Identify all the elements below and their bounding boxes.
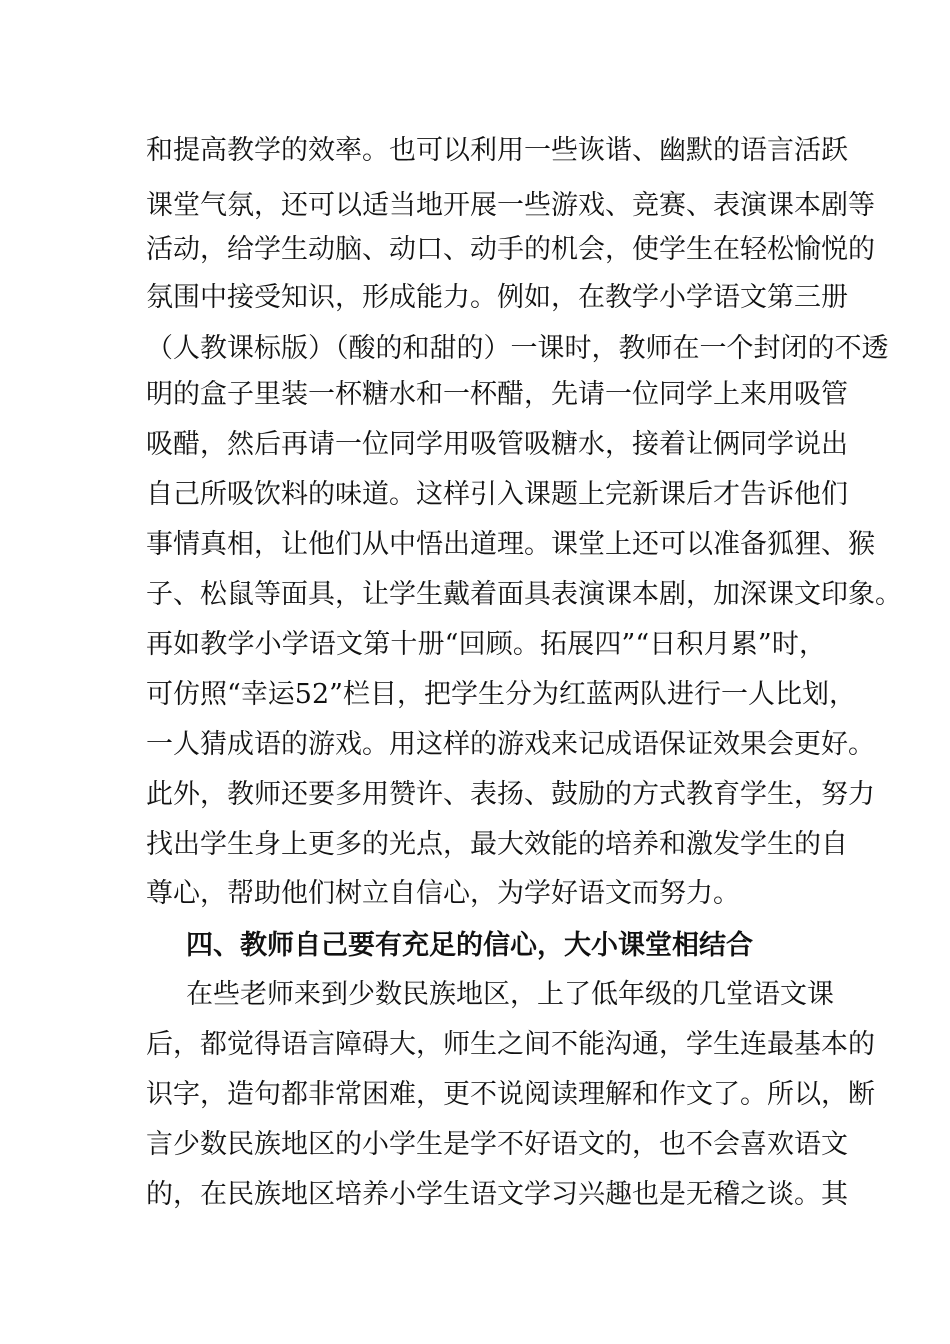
paragraph-line: 吸醋，然后再请一位同学用吸管吸糖水，接着让俩同学说出 (146, 429, 848, 460)
paragraph-line: 自己所吸饮料的味道。这样引入课题上完新课后才告诉他们 (146, 479, 848, 510)
paragraph-line: 活动，给学生动脑、动口、动手的机会，使学生在轻松愉悦的 (146, 234, 875, 265)
paragraph-line: 明的盒子里装一杯糖水和一杯醋，先请一位同学上来用吸管 (146, 379, 848, 410)
paragraph-line: 找出学生身上更多的光点，最大效能的培养和激发学生的自 (146, 829, 848, 860)
paragraph-line: 子、松鼠等面具，让学生戴着面具表演课本剧，加深课文印象。 (146, 579, 902, 610)
paragraph-line: 和提高教学的效率。也可以利用一些诙谐、幽默的语言活跃 (146, 135, 848, 166)
paragraph-line: 言少数民族地区的小学生是学不好语文的，也不会喜欢语文 (146, 1129, 848, 1160)
paragraph-line: 氛围中接受知识，形成能力。例如，在教学小学语文第三册 (146, 282, 848, 313)
paragraph-line: 事情真相，让他们从中悟出道理。课堂上还可以准备狐狸、猴 (146, 529, 875, 560)
paragraph-line: 此外，教师还要多用赞许、表扬、鼓励的方式教育学生，努力 (146, 779, 875, 810)
paragraph-line: 可仿照“幸运52”栏目，把学生分为红蓝两队进行一人比划， (146, 679, 856, 710)
paragraph-line: 再如教学小学语文第十册“回顾。拓展四”“日积月累”时， (146, 629, 826, 660)
paragraph-line: 后，都觉得语言障碍大，师生之间不能沟通，学生连最基本的 (146, 1029, 875, 1060)
paragraph-line: 课堂气氛，还可以适当地开展一些游戏、竞赛、表演课本剧等 (146, 190, 875, 221)
paragraph-line: 识字，造句都非常困难，更不说阅读理解和作文了。所以，断 (146, 1079, 875, 1110)
paragraph-line: 的，在民族地区培养小学生语文学习兴趣也是无稽之谈。其 (146, 1179, 848, 1210)
paragraph-line: 在些老师来到少数民族地区，上了低年级的几堂语文课 (186, 979, 834, 1010)
section-heading: 四、教师自己要有充足的信心，大小课堂相结合 (186, 930, 753, 961)
paragraph-line: 一人猜成语的游戏。用这样的游戏来记成语保证效果会更好。 (146, 729, 875, 760)
paragraph-line: 尊心，帮助他们树立自信心，为学好语文而努力。 (146, 878, 740, 909)
paragraph-line: （人教课标版）（酸的和甜的）一课时，教师在一个封闭的不透 (146, 333, 889, 364)
